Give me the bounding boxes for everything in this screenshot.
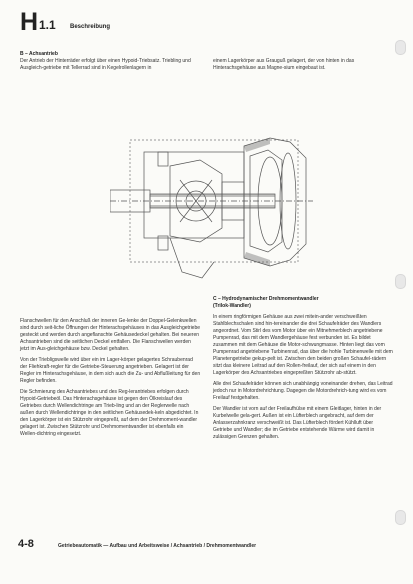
section-letter: H: [20, 8, 39, 36]
left-column: [20, 318, 201, 442]
section-c-heading: C – Hydrodynamischer Drehmomentwandler: [213, 296, 319, 302]
right-column: [213, 296, 393, 445]
paragraph: Der Wandler ist vorn auf der Freilaufhülse mit einem Gleitlager, hinten in der Kurbelwelle gela-gert. Außen ist ein Lüfterblech angebracht, auf dem der Anlasserzahnkranz verschweißt ist. Das Lüfterblech fördert Kühlluft über Getriebe und Wandler; die im Getriebe entstehende Wärme wird damit in zulässigen Grenzen gehalten.: [213, 405, 382, 441]
punch-hole: [395, 510, 406, 525]
section-b-text-2: einem Lagerkörper aus Grauguß gelagert, der von hinten in das Hinterachsgehäuse aus Magne-sium eingebaut ist.: [213, 58, 355, 72]
page-number: 4-8: [18, 538, 34, 550]
section-b-heading: B – Achsantrieb: [20, 51, 58, 57]
section-c-subheading: (Trilok-Wandler): [213, 303, 251, 310]
section-b-left: [20, 51, 201, 76]
punch-hole: [395, 274, 406, 289]
section-number: 1.1: [39, 18, 56, 32]
footer-text: Getriebeautomatik — Aufbau und Arbeitsweise / Achsantrieb / Drehmomentwandler: [58, 543, 257, 549]
paragraph: In einem ringförmigen Gehäuse aus zwei mitein-ander verschweißten Stahlblechschalen sind hin-tereinander die drei Schaufelräder des Wandlers angeordnet. Vom Stirl des vom Motor über ein Mitnehmerblech angetriebene Pumpenrad, das mit dem Wandlergehäuse fest verbunden ist. Es bildet zusammen mit dem Gehäuse die Motor-schwungmasse. Hinten liegt das vom Pumpenrad angetriebene Turbinenrad, das über die hohle Turbinenwelle mit dem Planetengetriebe gekup-pelt ist. Zwischen den beiden großen Schaufel-rädern sitzt das kleinere Leitrad auf den Rollen-freilauf, der sich auf einem in den Lagerkörper des Achsantriebes eingepreßten Stützrohr ab-stützt.: [213, 313, 393, 377]
paragraph: Flanschwellen für den Anschluß der inneren Ge-lenke der Doppel-Gelenkwellen sind durch seit-liche Öffnungen der Hinterachsgehäuses in das Ausgleichgetriebe gesteckt und werden durch angeflanschte Gehäusedeckel gehalten. Bei neueren Achsantrieben sind die seitlichen Deckel entfallen. Die Flanschwellen werden jetzt im Aus-gleichgehäuse bzw. Deckel gehalten.: [20, 318, 201, 353]
axle-drive-cross-section-drawing: [110, 122, 313, 284]
section-b-text-1: Der Antrieb der Hinterräder erfolgt über einen Hypoid-Triebsatz. Triebling und Ausgleich-getriebe mit Tellerrad sind in Kegelrollenlagern in: [20, 58, 191, 72]
section-label: Beschreibung: [70, 24, 111, 30]
punch-hole: [395, 40, 406, 55]
paragraph: Von der Triebligswelle wird über ein im Lager-körper gelagertes Schraubenrad der Fliehkraft-regler für die Getriebe-Steuerung angetrieben. Gelagert ist der Regler im Hinterachsgehäuse, in dem sich auch die Zu- und Abflußleitung für den Regler befinden.: [20, 356, 201, 385]
paragraph: Die Schmierung des Achsantriebes und des Reg-lerantriebes erfolgen durch Hypoid-Getriebeöl. Das Hinterachsgehäuse ist gegen den Ölkreislauf des Getriebes durch Wellendichtringe am Trieb-ling und an der Reglerwelle nach außen durch Wellendichtringe in den seitlichen Gehäusedek-keln abgedichtet. In den Lagerkörper ist ein Stützrohr eingepreßt, auf dem der Drehmoment-wandler gelagert ist. Zwischen Stützrohr und Drehmomentwandler ist ebenfalls ein Wellen-dichtring eingesetzt.: [20, 388, 199, 438]
paragraph: Alle drei Schaufelräder können sich unabhängig voneinander drehen, das Leitrad jedoch nur in Motordrehrichtung. Dagegen die Motordrehrich-tung wird es vom Freilauf festgehalten.: [213, 381, 393, 402]
section-b-right: [213, 58, 391, 76]
